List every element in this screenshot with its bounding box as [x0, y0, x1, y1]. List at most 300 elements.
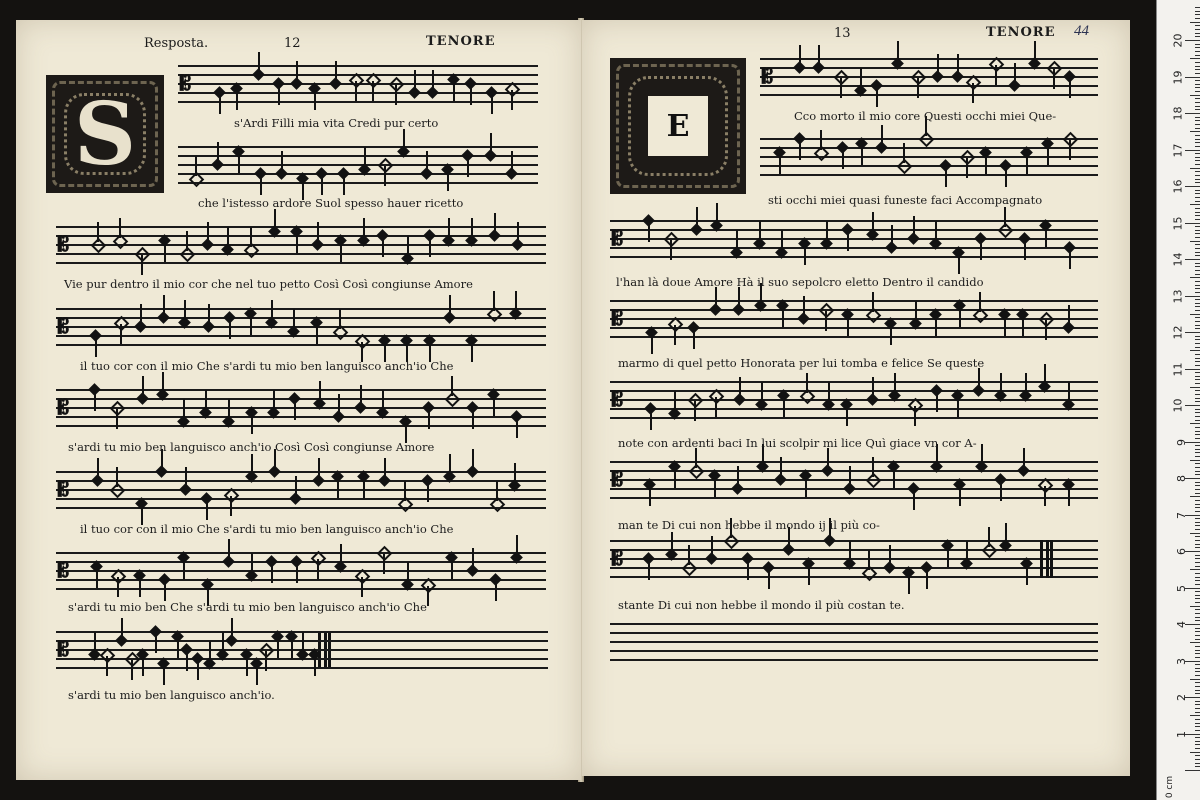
note-stem — [937, 54, 939, 74]
note-stem — [514, 463, 516, 483]
note-stem — [383, 554, 385, 574]
note-stem — [404, 481, 406, 501]
note-stem — [849, 541, 851, 561]
ruler-tick — [1195, 675, 1200, 676]
ruler-tick — [1195, 142, 1200, 143]
note-stem — [429, 237, 431, 257]
note-stem — [246, 656, 248, 676]
note-stem — [914, 406, 916, 426]
note-stem — [228, 539, 230, 559]
music-staff — [56, 389, 546, 429]
ruler-tick — [1195, 668, 1200, 669]
note-stem — [340, 242, 342, 262]
note-stem — [674, 468, 676, 488]
lyric-line: stante Di cui non hebbe il mondo il più costan te. — [618, 598, 905, 612]
ruler-tick — [1190, 204, 1200, 205]
note-stem — [670, 240, 672, 260]
note-stem — [185, 467, 187, 487]
note-stem — [759, 221, 761, 241]
note-stem — [957, 54, 959, 74]
note-stem — [251, 414, 253, 434]
note-stem — [183, 399, 185, 419]
ruler-tick — [1195, 29, 1200, 30]
ruler-tick — [1190, 58, 1200, 59]
note-stem — [163, 665, 165, 685]
ruler-tick — [1195, 500, 1200, 501]
staff-line — [610, 650, 1098, 652]
c-clef-icon: 𝄡 — [58, 637, 70, 661]
staff-line — [610, 623, 1098, 625]
staff-line — [56, 588, 546, 590]
ruler-tick — [1195, 317, 1200, 318]
ruler-tick — [1195, 493, 1200, 494]
lyric-line: il tuo cor con il mio Che s'ardi tu mio ben languisco anch'io Che — [80, 359, 454, 373]
staff-line — [56, 308, 546, 310]
c-clef-icon: 𝄡 — [612, 387, 624, 411]
ruler-tick — [1195, 91, 1200, 92]
note-stem — [451, 559, 453, 579]
ruler-tick — [1195, 87, 1200, 88]
staff-line — [178, 164, 538, 166]
note-stem — [106, 656, 108, 676]
note-stem — [1026, 154, 1028, 174]
note-stem — [97, 222, 99, 242]
ruler-tick — [1195, 128, 1200, 129]
ruler-tick — [1195, 591, 1200, 592]
note-stem — [163, 295, 165, 315]
final-barline — [1046, 540, 1049, 578]
note-stem — [849, 466, 851, 486]
note-stem — [335, 61, 337, 81]
ruler-tick — [1195, 233, 1200, 234]
note-stem — [1034, 41, 1036, 61]
staff-line — [760, 165, 1098, 167]
ruler-tick — [1195, 354, 1200, 355]
measurement-ruler — [1156, 0, 1200, 800]
ruler-number: 7 — [1175, 511, 1188, 519]
ruler-tick — [1195, 274, 1200, 275]
note-stem — [1044, 486, 1046, 506]
ruler-tick — [1195, 321, 1200, 322]
note-stem — [470, 85, 472, 105]
note-stem — [913, 216, 915, 236]
ruler-tick — [1195, 98, 1200, 99]
ruler-tick — [1195, 708, 1200, 709]
note-stem — [1005, 167, 1007, 187]
note-stem — [515, 291, 517, 311]
ruler-tick — [1195, 507, 1200, 508]
ruler-tick — [1195, 573, 1200, 574]
ruler-tick — [1195, 109, 1200, 110]
note-stem — [321, 175, 323, 195]
note-stem — [872, 377, 874, 397]
ruler-tick — [1195, 226, 1200, 227]
note-stem — [217, 142, 219, 162]
note-stem — [1069, 78, 1071, 98]
ruler-tick — [1195, 84, 1200, 85]
ruler-tick — [1195, 299, 1200, 300]
staff-line — [610, 549, 1098, 551]
c-clef-icon: 𝄡 — [58, 314, 70, 338]
note-stem — [271, 300, 273, 320]
ruler-tick — [1195, 598, 1200, 599]
note-stem — [274, 209, 276, 229]
ruler-number: 14 — [1171, 252, 1185, 267]
note-stem — [384, 458, 386, 478]
staff-line — [760, 94, 1098, 96]
note-stem — [966, 541, 968, 561]
ruler-tick — [1195, 401, 1200, 402]
right-voice-label: TENORE — [986, 25, 1056, 40]
left-header-label: Resposta. — [144, 36, 209, 51]
staff-line — [610, 327, 1098, 329]
staff-line — [760, 174, 1098, 176]
note-stem — [780, 457, 782, 477]
ruler-tick — [1195, 467, 1200, 468]
ruler-tick — [1195, 763, 1200, 764]
ruler-tick — [1195, 328, 1200, 329]
music-staff — [610, 300, 1098, 340]
ruler-number: 5 — [1175, 584, 1188, 592]
music-staff — [610, 461, 1098, 501]
note-stem — [872, 292, 874, 312]
note-stem — [294, 400, 296, 420]
staff-line — [56, 489, 546, 491]
ruler-tick — [1195, 66, 1200, 67]
note-stem — [1000, 373, 1002, 393]
note-stem — [238, 153, 240, 173]
ruler-tick — [1190, 168, 1200, 169]
ruler-tick — [1195, 44, 1200, 45]
note-stem — [1069, 249, 1071, 269]
ruler-tick — [1190, 131, 1200, 132]
ruler-tick — [1195, 471, 1200, 472]
ruler-tick — [1195, 664, 1200, 665]
ruler-tick — [1195, 193, 1200, 194]
note-stem — [715, 397, 717, 417]
note-stem — [711, 536, 713, 556]
note-stem — [651, 334, 653, 354]
ruler-number: 4 — [1175, 621, 1188, 628]
note-stem — [116, 409, 118, 429]
ruler-tick — [1195, 255, 1200, 256]
note-stem — [825, 311, 827, 331]
note-stem — [1023, 448, 1025, 468]
note-stem — [782, 307, 784, 327]
note-stem — [95, 337, 97, 357]
note-stem — [121, 618, 123, 638]
ruler-tick — [1195, 394, 1200, 395]
note-stem — [495, 581, 497, 601]
note-stem — [847, 231, 849, 251]
ruler-number: 1 — [1175, 730, 1188, 738]
ruler-tick — [1195, 390, 1200, 391]
note-stem — [516, 535, 518, 555]
note-stem — [317, 559, 319, 579]
ruler-tick — [1190, 423, 1200, 424]
ruler-tick — [1195, 139, 1200, 140]
ruler-tick — [1195, 157, 1200, 158]
note-stem — [319, 381, 321, 401]
note-stem — [714, 477, 716, 497]
ruler-tick — [1195, 482, 1200, 483]
note-stem — [890, 325, 892, 345]
note-stem — [338, 394, 340, 414]
note-stem — [947, 547, 949, 567]
ruler-tick — [1195, 11, 1200, 12]
ruler-tick — [1195, 270, 1200, 271]
note-stem — [250, 227, 252, 247]
note-stem — [1022, 316, 1024, 336]
note-stem — [779, 154, 781, 174]
note-stem — [139, 577, 141, 597]
ruler-number: 12 — [1171, 325, 1185, 340]
lyric-line: marmo di quel petto Honorata per lui tomba e felice Se queste — [618, 356, 985, 370]
ruler-tick — [1195, 671, 1200, 672]
ruler-tick — [1195, 55, 1200, 56]
note-stem — [981, 444, 983, 464]
ruler-tick — [1195, 325, 1200, 326]
ruler-tick — [1195, 416, 1200, 417]
note-stem — [511, 90, 513, 110]
ruler-tick — [1190, 533, 1200, 534]
staff-line — [610, 479, 1098, 481]
ruler-number: 2 — [1175, 694, 1188, 701]
ruler-tick — [1190, 569, 1200, 570]
ruler-tick — [1190, 387, 1200, 388]
staff-line — [318, 649, 548, 651]
note-stem — [840, 78, 842, 98]
ruler-tick — [1185, 113, 1200, 114]
note-stem — [164, 242, 166, 262]
music-staff — [56, 552, 546, 592]
ruler-tick — [1195, 737, 1200, 738]
note-stem — [281, 151, 283, 171]
note-stem — [295, 476, 297, 496]
note-stem — [382, 390, 384, 410]
note-stem — [872, 212, 874, 232]
note-stem — [1000, 481, 1002, 501]
ruler-tick — [1195, 511, 1200, 512]
ruler-tick — [1195, 62, 1200, 63]
note-stem — [120, 324, 122, 344]
c-clef-icon: 𝄡 — [58, 558, 70, 582]
ruler-tick — [1195, 347, 1200, 348]
lyric-line: s'ardi tu mio ben languisco anch'io. — [68, 688, 275, 702]
ruler-tick — [1195, 540, 1200, 541]
ruler-tick — [1195, 730, 1200, 731]
lyric-line: note con ardenti baci In lui scolpir mi lice Quì giace vn cor A- — [618, 436, 977, 450]
ruler-tick — [1195, 358, 1200, 359]
lyric-line: Vie pur dentro il mio cor che nel tuo petto Così Così congiunse Amore — [64, 277, 473, 291]
ruler-tick — [1190, 22, 1200, 23]
note-stem — [978, 368, 980, 388]
note-stem — [162, 372, 164, 392]
note-stem — [142, 376, 144, 396]
ruler-tick — [1195, 171, 1200, 172]
note-stem — [296, 233, 298, 253]
staff-line — [610, 659, 1098, 661]
ruler-tick — [1195, 412, 1200, 413]
staff-line — [178, 65, 538, 67]
ruler-tick — [1195, 719, 1200, 720]
ruler-tick — [1195, 755, 1200, 756]
ruler-number: 8 — [1175, 475, 1188, 482]
note-stem — [453, 81, 455, 101]
note-stem — [799, 140, 801, 160]
empty-staff — [610, 623, 1098, 663]
lyric-line: man te Di cui non hebbe il mondo ij il più co- — [618, 518, 880, 532]
note-stem — [183, 559, 185, 579]
ruler-tick — [1195, 179, 1200, 180]
ruler-tick — [1195, 175, 1200, 176]
c-clef-icon: 𝄡 — [58, 477, 70, 501]
ruler-tick — [1190, 715, 1200, 716]
ruler-tick — [1195, 438, 1200, 439]
ruler-tick — [1195, 602, 1200, 603]
note-stem — [219, 94, 221, 114]
ruler-tick — [1195, 190, 1200, 191]
staff-line — [610, 220, 1098, 222]
ruler-tick — [1195, 690, 1200, 691]
ruler-tick — [1195, 617, 1200, 618]
ruler-tick — [1195, 456, 1200, 457]
note-stem — [980, 240, 982, 260]
ruler-tick — [1195, 237, 1200, 238]
ruler-tick — [1195, 73, 1200, 74]
staff-line — [610, 336, 1098, 338]
note-stem — [1047, 145, 1049, 165]
note-stem — [674, 391, 676, 411]
staff-line — [318, 640, 548, 642]
ruler-tick — [1195, 212, 1200, 213]
note-stem — [696, 207, 698, 227]
note-stem — [894, 373, 896, 393]
note-stem — [449, 295, 451, 315]
ruler-number: 10 — [1171, 398, 1185, 413]
note-stem — [195, 156, 197, 176]
note-stem — [804, 245, 806, 265]
ruler-tick — [1195, 544, 1200, 545]
note-stem — [209, 641, 211, 661]
music-staff — [760, 58, 1098, 98]
ruler-tick — [1195, 164, 1200, 165]
initial-letter-e: E — [648, 96, 708, 156]
note-stem — [206, 500, 208, 520]
note-stem — [447, 171, 449, 191]
note-stem — [805, 477, 807, 497]
staff-line — [610, 417, 1098, 419]
ruler-tick — [1195, 182, 1200, 183]
note-stem — [296, 563, 298, 583]
ruler-tick — [1195, 584, 1200, 585]
note-stem — [1014, 63, 1016, 83]
note-stem — [917, 78, 919, 98]
ruler-tick — [1190, 606, 1200, 607]
staff-line — [178, 182, 538, 184]
note-stem — [957, 397, 959, 417]
note-stem — [467, 157, 469, 177]
staff-line — [610, 632, 1098, 634]
note-stem — [761, 382, 763, 402]
music-staff — [56, 308, 546, 348]
note-stem — [959, 307, 961, 327]
ruler-number: 18 — [1171, 106, 1185, 121]
ruler-unit-label: 0 cm — [1164, 775, 1175, 799]
music-staff — [56, 471, 546, 511]
note-stem — [355, 81, 357, 101]
ruler-tick — [1195, 577, 1200, 578]
note-stem — [94, 391, 96, 411]
note-stem — [1026, 565, 1028, 585]
note-stem — [227, 227, 229, 247]
note-stem — [806, 373, 808, 393]
note-stem — [428, 409, 430, 429]
note-stem — [818, 45, 820, 65]
note-stem — [230, 496, 232, 516]
note-stem — [427, 482, 429, 502]
note-stem — [674, 325, 676, 345]
decorated-initial-right — [610, 58, 746, 194]
note-stem — [395, 85, 397, 105]
lyric-line: Cco morto il mio core Questi occhi miei Que- — [794, 109, 1057, 123]
note-stem — [995, 65, 997, 85]
note-stem — [648, 222, 650, 242]
ruler-number: 13 — [1171, 289, 1185, 303]
note-stem — [302, 632, 304, 652]
note-stem — [876, 87, 878, 107]
ruler-tick — [1195, 310, 1200, 311]
ruler-tick — [1195, 704, 1200, 705]
note-stem — [372, 81, 374, 101]
note-stem — [256, 665, 258, 685]
note-stem — [695, 448, 697, 468]
note-stem — [694, 401, 696, 421]
ruler-tick — [1195, 744, 1200, 745]
note-stem — [364, 147, 366, 167]
note-stem — [671, 532, 673, 552]
ruler-tick — [1195, 14, 1200, 15]
note-stem — [231, 618, 233, 638]
note-stem — [985, 154, 987, 174]
ruler-tick — [1195, 106, 1200, 107]
note-stem — [117, 577, 119, 597]
ruler-tick — [1195, 230, 1200, 231]
ruler-tick — [1195, 18, 1200, 19]
ruler-tick — [1195, 701, 1200, 702]
note-stem — [340, 544, 342, 564]
note-stem — [1044, 364, 1046, 384]
note-stem — [936, 392, 938, 412]
note-stem — [881, 125, 883, 145]
ruler-tick — [1195, 620, 1200, 621]
ruler-tick — [1195, 566, 1200, 567]
note-stem — [926, 569, 928, 589]
ruler-tick — [1195, 376, 1200, 377]
ruler-number: 19 — [1171, 70, 1185, 84]
ruler-tick — [1195, 628, 1200, 629]
note-stem — [945, 167, 947, 187]
ruler-tick — [1195, 427, 1200, 428]
c-clef-icon: 𝄡 — [612, 306, 624, 330]
lyric-line: l'han là doue Amore Hà il suo sepolcro eletto Dentro il candido — [616, 275, 984, 289]
staff-line — [318, 631, 548, 633]
note-stem — [251, 454, 253, 474]
note-stem — [207, 222, 209, 242]
note-stem — [291, 638, 293, 658]
note-stem — [407, 562, 409, 582]
staff-line — [610, 641, 1098, 643]
